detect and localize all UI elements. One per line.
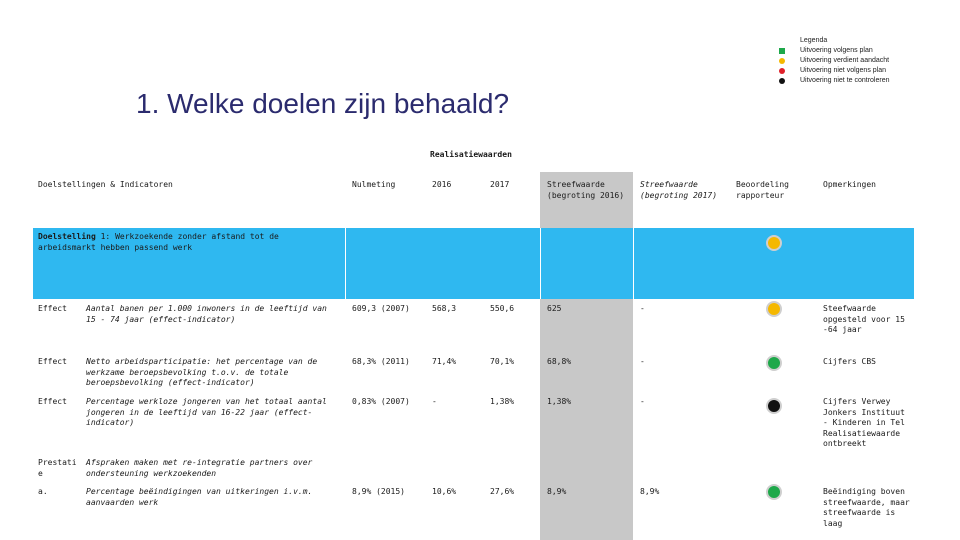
row-2016: - — [432, 397, 437, 406]
row-2016: 10,6% — [432, 487, 457, 496]
row-type: a. — [38, 487, 48, 496]
row-streefwaarde-2016: 8,9% — [547, 487, 567, 496]
row-2016: 568,3 — [432, 304, 457, 313]
row-streefwaarde-2016: 625 — [547, 304, 562, 313]
col-header-doel: Doelstellingen & Indicatoren — [38, 180, 173, 189]
row-indicator: Percentage beëindigingen van uitkeringen i.v.m. aanvaarden werk — [86, 487, 313, 507]
row-nulmeting: 68,3% (2011) — [352, 357, 410, 366]
row-streefwaarde-2016: 1,38% — [547, 397, 572, 406]
row-2016: 71,4% — [432, 357, 457, 366]
row-2017: 550,6 — [490, 304, 515, 313]
row-indicator: Afspraken maken met re-integratie partners over ondersteuning werkzoekenden — [86, 458, 313, 478]
status-indicator-black-icon — [766, 398, 782, 414]
status-indicator-green-icon — [766, 355, 782, 371]
col-header-streefwaarde-2017: Streefwaarde (begroting 2017) — [640, 180, 718, 200]
goal-label: Doelstelling — [38, 232, 96, 241]
goal-description: 1: Werkzoekende zonder afstand tot de arbeidsmarkt hebben passend werk — [38, 232, 279, 252]
status-indicator-yellow-icon — [766, 301, 782, 317]
col-header-beoordeling: Beoordeling rapporteur — [736, 180, 789, 200]
col-header-2017: 2017 — [490, 180, 510, 189]
column-divider — [633, 228, 634, 299]
row-streefwaarde-2017: - — [640, 397, 645, 406]
row-nulmeting: 8,9% (2015) — [352, 487, 405, 496]
page-title: 1. Welke doelen zijn behaald? — [136, 88, 510, 119]
column-divider — [345, 228, 346, 299]
row-opmerking: Cijfers Verwey Jonkers Instituut - Kinderen in Tel Realisatiewaarde ontbreekt — [823, 397, 905, 448]
legend-label: Uitvoering niet volgens plan — [800, 67, 886, 74]
row-2017: 27,6% — [490, 487, 515, 496]
goal-text — [38, 232, 338, 253]
section-header: Realisatiewaarden — [430, 150, 512, 159]
row-opmerking: Beëindiging boven streefwaarde, maar streefwaarde is laag — [823, 487, 910, 528]
row-streefwaarde-2017: - — [640, 304, 645, 313]
status-indicator-yellow-icon — [766, 235, 782, 251]
row-opmerking: Steefwaarde opgesteld voor 15 -64 jaar — [823, 304, 905, 334]
column-divider — [540, 228, 541, 299]
row-type: Prestatie — [38, 458, 77, 478]
row-nulmeting: 0,83% (2007) — [352, 397, 410, 406]
col-header-opmerkingen: Opmerkingen — [823, 180, 876, 189]
row-type: Effect — [38, 304, 67, 313]
row-indicator: Netto arbeidsparticipatie: het percentage van de werkzame beroepsbevolking t.o.v. de totale beroepsbevolking (effect-indicator) — [86, 357, 318, 387]
legend-label: Uitvoering verdient aandacht — [800, 57, 890, 64]
status-indicator-green-icon — [766, 484, 782, 500]
row-type: Effect — [38, 357, 67, 366]
col-header-nulmeting: Nulmeting — [352, 180, 396, 189]
legend-label: Uitvoering niet te controleren — [800, 77, 890, 84]
row-streefwaarde-2017: 8,9% — [640, 487, 660, 496]
legend-label: Uitvoering volgens plan — [800, 47, 873, 54]
row-type: Effect — [38, 397, 67, 406]
legend-title: Legenda — [800, 37, 828, 44]
row-nulmeting: 609,3 (2007) — [352, 304, 410, 313]
row-streefwaarde-2016: 68,8% — [547, 357, 572, 366]
row-2017: 70,1% — [490, 357, 515, 366]
col-header-streefwaarde-2016: Streefwaarde (begroting 2016) — [547, 180, 625, 200]
row-2017: 1,38% — [490, 397, 515, 406]
row-indicator: Percentage werkloze jongeren van het totaal aantal jongeren in de leeftijd van 16-22 jaar (effect-indicator) — [86, 397, 327, 427]
row-indicator: Aantal banen per 1.000 inwoners in de leeftijd van 15 - 74 jaar (effect-indicator) — [86, 304, 327, 324]
col-header-2016: 2016 — [432, 180, 452, 189]
row-streefwaarde-2017: - — [640, 357, 645, 366]
row-opmerking: Cijfers CBS — [823, 357, 876, 366]
